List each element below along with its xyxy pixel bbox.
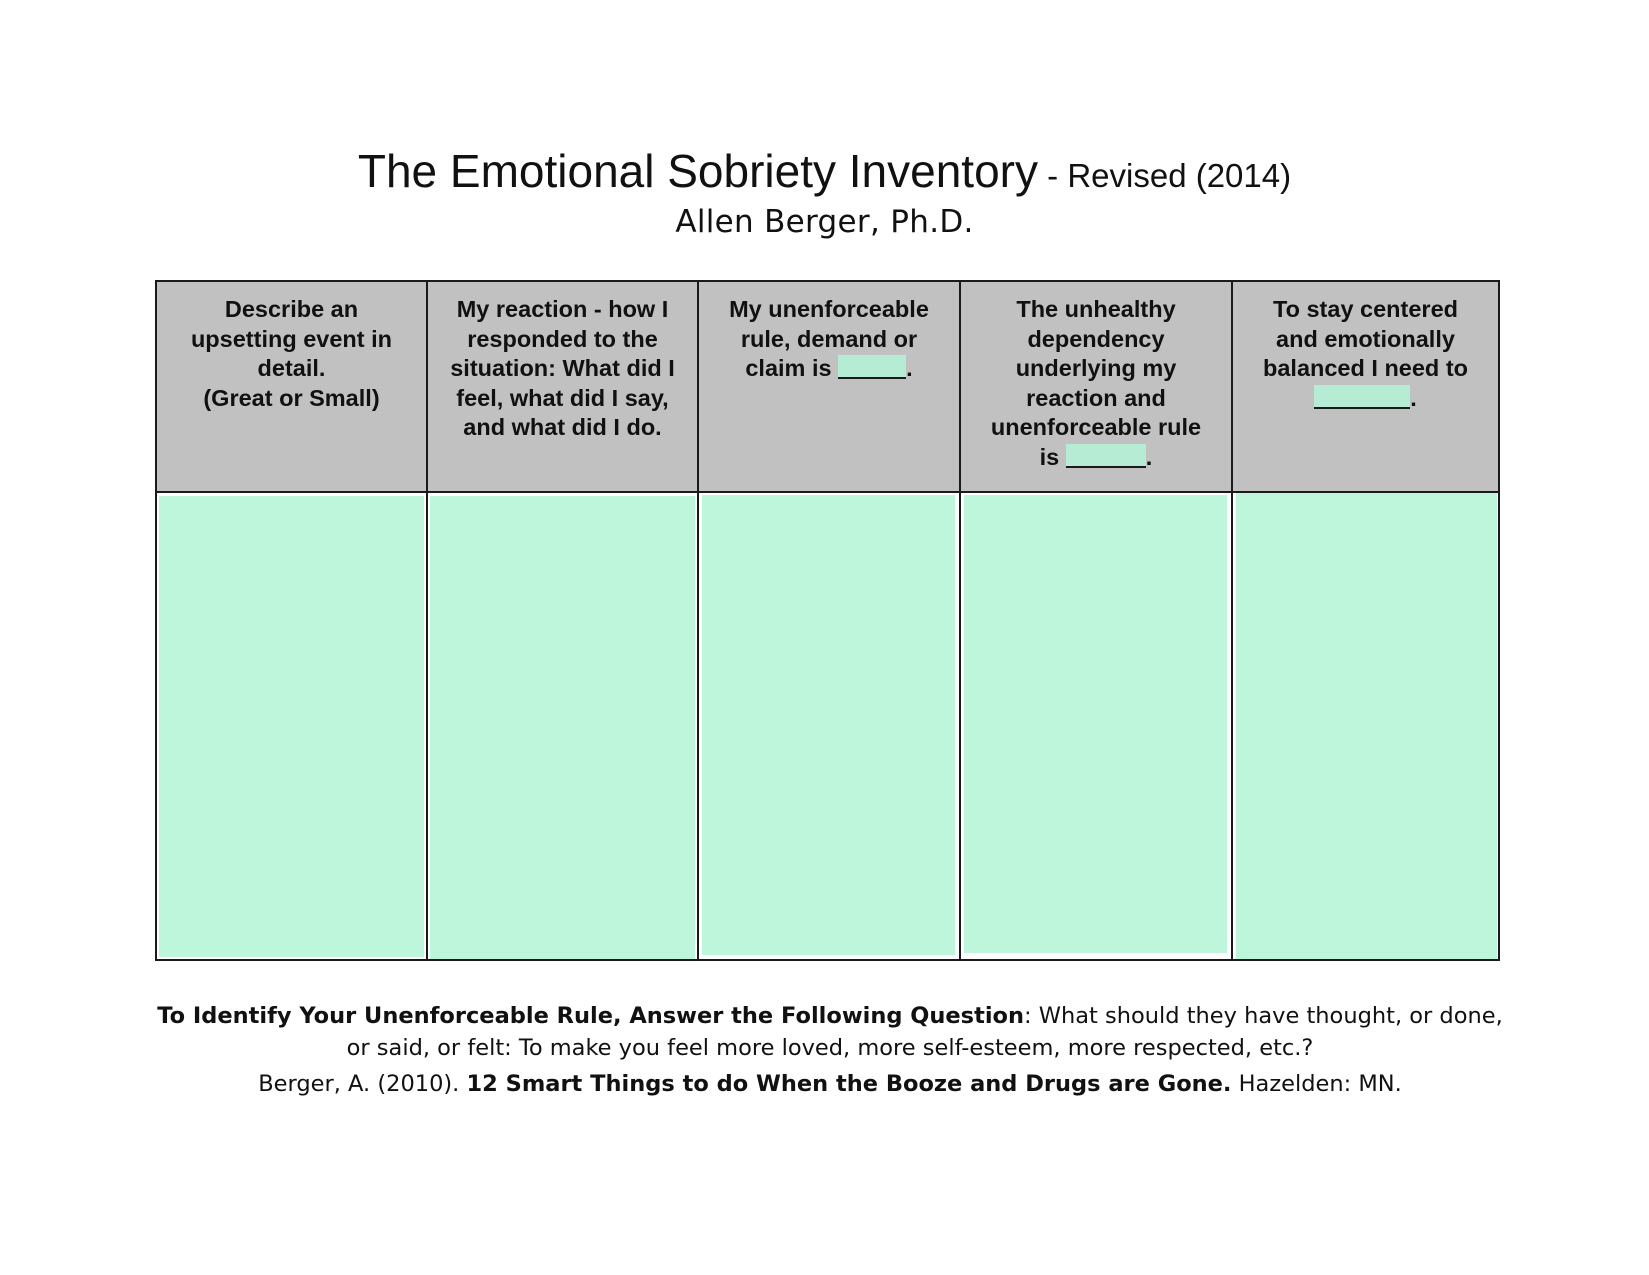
header-line: underlying my <box>1015 355 1177 381</box>
guiding-question <box>150 1000 1510 1064</box>
citation-book-title: 12 Smart Things to do When the Booze and Drugs are Gone. <box>466 1071 1232 1097</box>
header-line-with-blank <box>707 354 951 384</box>
header-line-suffix: . <box>906 355 913 381</box>
entry-cell-reaction[interactable] <box>428 493 697 959</box>
citation-author: Berger, A. (2010). <box>258 1071 467 1097</box>
header-line: dependency <box>1027 325 1165 352</box>
footer-notes <box>150 1000 1510 1100</box>
column-header-event <box>157 282 426 493</box>
entry-cell-unenforceable-rule[interactable] <box>699 493 959 959</box>
header-line: unenforceable rule <box>990 414 1202 440</box>
header-line: Describe an <box>224 296 359 322</box>
column-header-unenforceable-rule <box>699 282 959 493</box>
header-line: reaction and <box>1026 384 1166 411</box>
entry-cell-stay-centered[interactable] <box>1233 493 1498 959</box>
header-line: rule, demand or <box>740 325 918 352</box>
column-header-unhealthy-dependency <box>961 282 1231 493</box>
title-revision: - Revised (2014) <box>1038 157 1292 194</box>
fillable-area[interactable] <box>964 495 1227 953</box>
header-line: detail. <box>257 355 326 381</box>
header-line-suffix: . <box>1145 443 1153 470</box>
header-line: To stay centered <box>1272 296 1459 322</box>
column-unhealthy-dependency <box>961 282 1233 959</box>
header-line: and emotionally <box>1276 325 1455 352</box>
fillable-area[interactable] <box>159 496 424 957</box>
fillable-area[interactable] <box>702 495 955 955</box>
header-line: feel, what did I say, <box>456 384 669 411</box>
blank-field[interactable] <box>1314 385 1410 409</box>
column-header-reaction <box>428 282 697 493</box>
header-line-with-blank <box>969 443 1223 473</box>
header-line: (Great or Small) <box>203 384 380 411</box>
header-line: balanced I need to <box>1262 355 1469 381</box>
author-name: Allen Berger, Ph.D. <box>675 204 974 240</box>
inventory-table <box>155 280 1500 961</box>
header-line: and what did I do. <box>463 414 662 440</box>
header-line: My reaction - how I <box>456 296 669 322</box>
citation <box>150 1068 1510 1100</box>
header-line: upsetting event in <box>190 325 393 352</box>
page-title <box>0 145 1649 197</box>
blank-field[interactable] <box>838 355 906 379</box>
column-unenforceable-rule <box>699 282 961 959</box>
header-line-suffix: . <box>1410 384 1417 411</box>
column-reaction <box>428 282 699 959</box>
column-header-stay-centered <box>1233 282 1498 493</box>
blank-field[interactable] <box>1066 444 1146 468</box>
entry-cell-unhealthy-dependency[interactable] <box>961 493 1231 959</box>
header-line: situation: What did I <box>450 355 675 381</box>
header-line-prefix: is <box>1039 443 1066 470</box>
header-line: responded to the <box>467 325 658 352</box>
header-line: My unenforceable <box>729 296 929 322</box>
column-stay-centered <box>1233 282 1498 959</box>
entry-cell-event[interactable] <box>157 493 426 959</box>
guiding-question-text: : What should they have thought, or done, or said, or felt: To make you feel more loved, more self-esteem, more respected, etc.? <box>346 1003 1503 1061</box>
header-line: The unhealthy <box>1016 296 1176 322</box>
header-line-prefix: claim is <box>745 355 839 381</box>
title-main: The Emotional Sobriety Inventory <box>357 145 1038 197</box>
guiding-question-lead: To Identify Your Unenforceable Rule, Answer the Following Question <box>157 1003 1025 1029</box>
column-event <box>157 282 428 959</box>
fillable-area[interactable] <box>430 496 695 959</box>
title-block <box>0 145 1649 240</box>
fillable-area[interactable] <box>1236 493 1497 959</box>
citation-publisher: Hazelden: MN. <box>1231 1071 1402 1097</box>
header-line-with-blank <box>1241 384 1490 414</box>
